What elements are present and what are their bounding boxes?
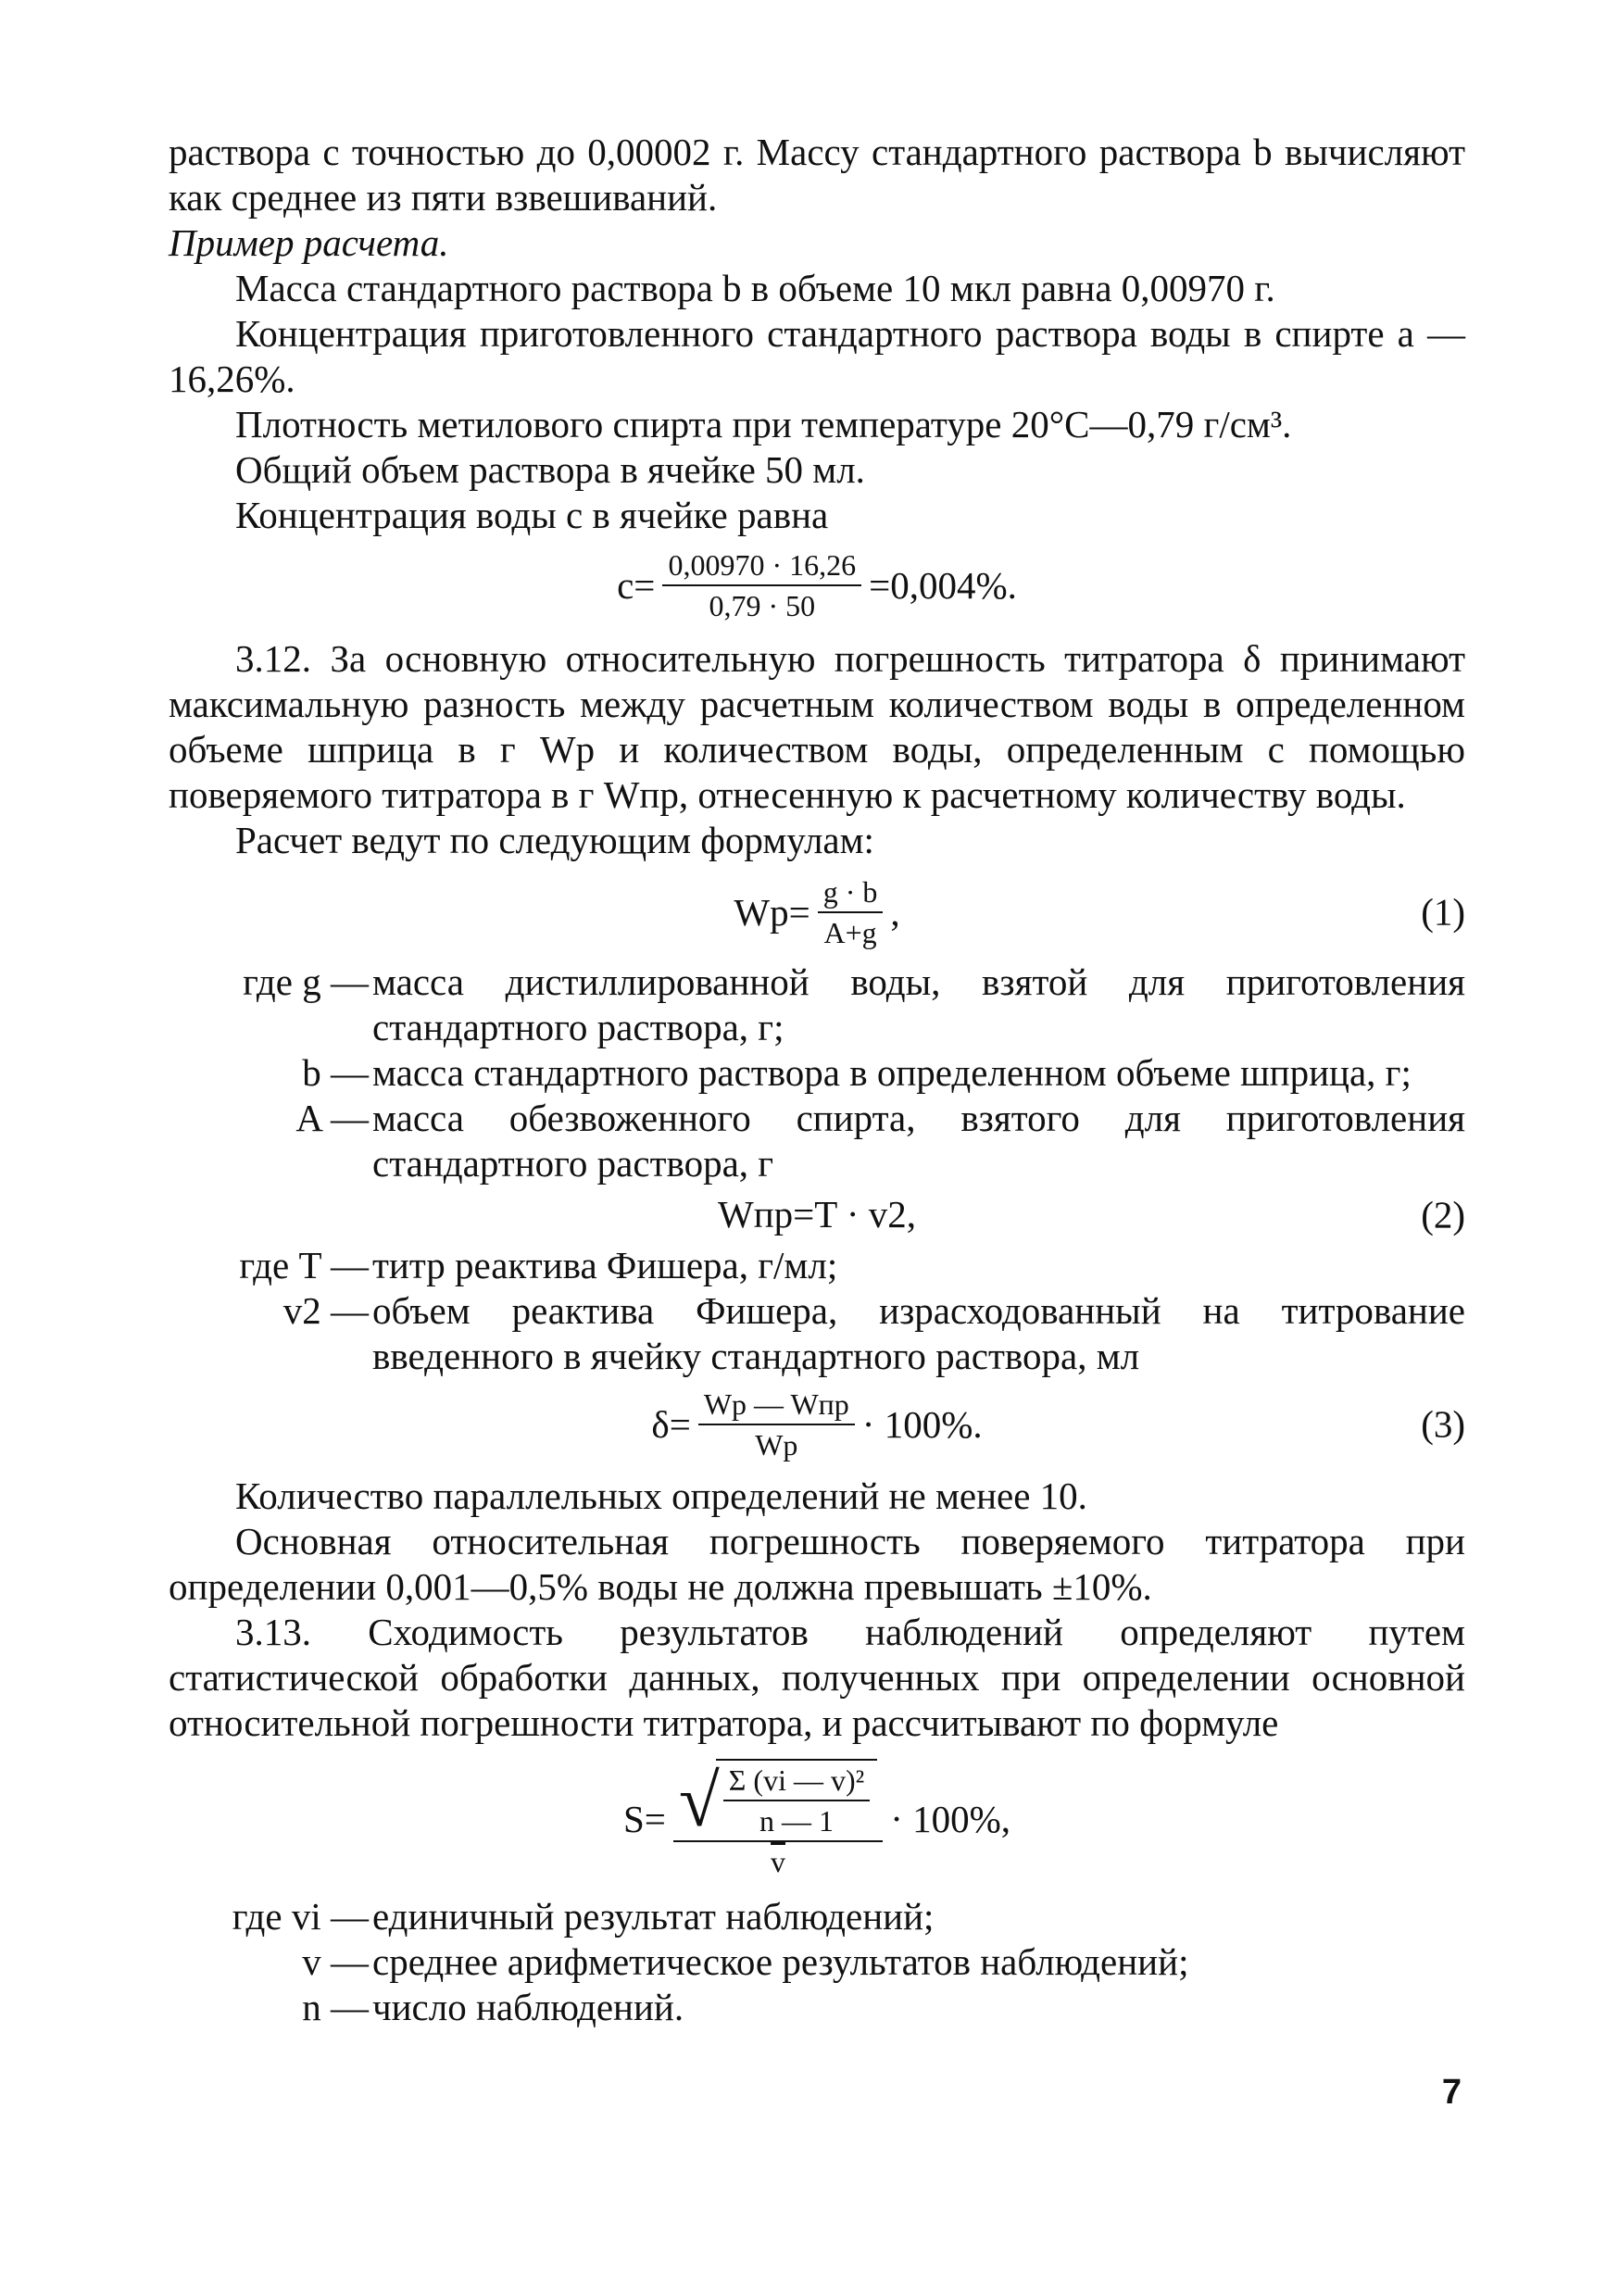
formula-3-lhs: δ= — [651, 1402, 691, 1446]
formula-c — [169, 547, 1465, 623]
definitions-2 — [169, 1243, 1465, 1379]
document-page — [169, 130, 1465, 2030]
definition-text: масса дистиллированной воды, взятой для приготовления стандартного раствора, г; — [372, 960, 1465, 1048]
paragraph-error-limit: Основная относительная погрешность поверяемого титратора при определении 0,001—0,5% воды не должна превышать ±10%. — [169, 1520, 1465, 1608]
formula-3-numerator: Wp — Wпр — [698, 1386, 855, 1425]
definition-symbol: A — — [295, 1097, 369, 1139]
formula-s-lhs: S= — [622, 1797, 666, 1840]
formula-1-fraction — [818, 874, 884, 950]
paragraph-concentration: Концентрация приготовленного стандартного раствора воды в спирте a — 16,26%. — [169, 312, 1465, 400]
paragraph-1: раствора с точностью до 0,00002 г. Массу стандартного раствора b вычисляют как среднее из пяти взвешиваний. — [169, 131, 1465, 219]
formula-3 — [169, 1386, 1465, 1462]
definition-item — [169, 960, 1465, 1050]
formula-c-rhs: =0,004%. — [869, 563, 1017, 607]
formula-1 — [169, 874, 1465, 950]
definition-text: титр реактива Фишера, г/мл; — [372, 1244, 838, 1286]
definition-item — [169, 1096, 1465, 1186]
paragraph-mass: Масса стандартного раствора b в объеме 10 мкл равна 0,00970 г. — [235, 267, 1275, 309]
definitions-3 — [169, 1894, 1465, 2030]
formula-c-fraction — [662, 547, 861, 623]
definition-item — [169, 1939, 1465, 1985]
square-root — [678, 1759, 877, 1842]
formula-s-numerator — [673, 1759, 883, 1842]
definition-text: среднее арифметическое результатов наблюдений; — [372, 1940, 1189, 1983]
formula-s-denominator: v — [771, 1845, 786, 1878]
paragraph-water-concentration: Концентрация воды c в ячейке равна — [235, 494, 829, 536]
paragraph-volume: Общий объем раствора в ячейке 50 мл. — [235, 448, 865, 491]
paragraph-parallel-count: Количество параллельных определений не менее 10. — [235, 1474, 1087, 1517]
formula-c-denominator: 0,79 · 50 — [709, 589, 816, 622]
definition-symbol: v2 — — [282, 1289, 369, 1332]
radicand-fraction — [716, 1759, 877, 1838]
radicand-denominator: n — 1 — [759, 1804, 834, 1838]
formula-c-numerator: 0,00970 · 16,26 — [662, 547, 861, 586]
definition-text: число наблюдений. — [372, 1986, 684, 2028]
definition-symbol: где T — — [239, 1244, 369, 1286]
formula-s — [169, 1759, 1465, 1879]
radicand-numerator: Σ (vi — v)² — [723, 1763, 870, 1801]
definition-item — [169, 1894, 1465, 1939]
definition-text: масса обезвоженного спирта, взятого для приготовления стандартного раствора, г — [372, 1097, 1465, 1185]
formula-3-rhs: · 100%. — [861, 1402, 983, 1446]
radical-sign: √ — [678, 1761, 720, 1842]
definition-item — [169, 1985, 1465, 2030]
formula-2-label: (2) — [1421, 1193, 1465, 1236]
formula-1-denominator: A+g — [823, 916, 877, 949]
paragraph-formulas-intro: Расчет ведут по следующим формулам: — [235, 819, 874, 861]
formula-c-lhs: c= — [617, 563, 656, 607]
paragraph-3-13: 3.13. Сходимость результатов наблюдений определяют путем статистической обработки данных, полученных при определении основной относительной погрешности титратора, и рассчитывают по формуле — [169, 1611, 1465, 1744]
formula-3-label: (3) — [1421, 1402, 1465, 1446]
definition-item — [169, 1050, 1465, 1096]
formula-2-expression: Wпр=T · v2, — [718, 1193, 916, 1236]
formula-1-label: (1) — [1421, 890, 1465, 934]
definition-item — [169, 1243, 1465, 1288]
formula-3-denominator: Wp — [755, 1428, 798, 1462]
formula-3-fraction — [698, 1386, 855, 1462]
definition-text: единичный результат наблюдений; — [372, 1895, 935, 1938]
paragraph-3-12: 3.12. За основную относительную погрешность титратора δ принимают максимальную разность между расчетным количеством воды в определенном объеме шприца в г Wp и количеством воды, определенным с помощью поверяемого титратора в г Wпр, отнесенную к расчетному количеству воды. — [169, 637, 1465, 816]
formula-1-tail: , — [890, 890, 900, 934]
definition-symbol: где vi — — [232, 1895, 369, 1938]
definition-symbol: n — — [302, 1986, 369, 2028]
definition-item — [169, 1288, 1465, 1379]
definition-symbol: v — — [302, 1940, 369, 1983]
definition-text: объем реактива Фишера, израсходованный на титрование введенного в ячейку стандартного раствора, мл — [372, 1289, 1465, 1377]
definition-symbol: где g — — [243, 960, 369, 1003]
paragraph-density: Плотность метилового спирта при температуре 20°C—0,79 г/см³. — [235, 403, 1292, 445]
example-heading: Пример расчета. — [169, 221, 449, 264]
page-number: 7 — [1441, 2073, 1462, 2112]
definition-text: масса стандартного раствора в определенном объеме шприца, г; — [372, 1051, 1412, 1094]
formula-1-lhs: Wp= — [734, 890, 810, 934]
formula-s-rhs: · 100%, — [890, 1797, 1011, 1840]
formula-1-numerator: g · b — [818, 874, 884, 913]
definitions-1 — [169, 960, 1465, 1186]
definition-symbol: b — — [302, 1051, 369, 1094]
formula-s-fraction — [673, 1759, 883, 1879]
formula-2 — [169, 1192, 1465, 1237]
